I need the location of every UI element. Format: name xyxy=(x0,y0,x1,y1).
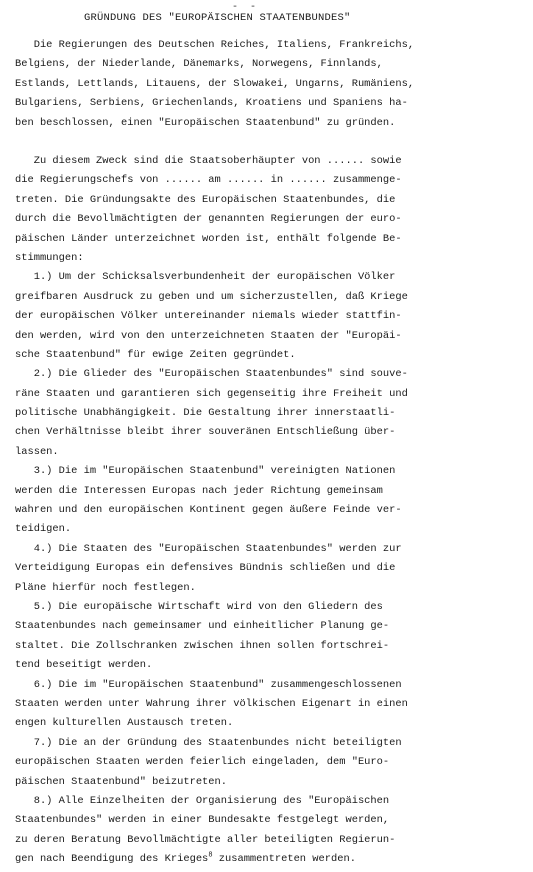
body-line: 4.) Die Staaten des "Europäischen Staatenbundes" werden zur xyxy=(15,542,402,555)
body-line: europäischen Staaten werden feierlich eingeladen, dem "Euro- xyxy=(15,756,390,769)
body-line: 8.) Alle Einzelheiten der Organisierung des "Europäischen xyxy=(15,794,390,807)
intro-paragraph xyxy=(15,36,525,133)
intro-line: Belgiens, der Niederlande, Dänemarks, Norwegens, Finnlands, xyxy=(15,58,383,71)
body-line: zu deren Beratung Bevollmächtigte aller beteiligten Regierun- xyxy=(15,833,396,846)
statutes-body xyxy=(15,152,525,869)
body-line: 2.) Die Glieder des "Europäischen Staatenbundes" sind souve- xyxy=(15,368,408,381)
body-line: Staaten werden unter Wahrung ihrer völkischen Eigenart in einen xyxy=(15,697,408,710)
body-line: treten. Die Gründungsakte des Europäischen Staatenbundes, die xyxy=(15,193,396,206)
body-line: 1.) Um der Schicksalsverbundenheit der europäischen Völker xyxy=(15,271,396,284)
body-line: päischen Staatenbund" beizutreten. xyxy=(15,775,228,788)
intro-line: ben beschlossen, einen "Europäischen Staatenbund" zu gründen. xyxy=(15,116,396,129)
body-line: durch die Bevollmächtigten der genannten Regierungen der euro- xyxy=(15,213,402,226)
body-line: 7.) Die an der Gründung des Staatenbundes nicht beteiligten xyxy=(15,736,402,749)
body-line: teidigen. xyxy=(15,523,72,536)
body-line-last xyxy=(15,850,525,869)
body-line: lassen. xyxy=(15,445,59,458)
body-line: die Regierungschefs von ...... am ...... in ...... zusammenge- xyxy=(15,174,402,187)
body-line: den werden, wird von den unterzeichneten Staaten der "Europäi- xyxy=(15,329,402,342)
intro-line: Estlands, Lettlands, Litauens, der Slowakei, Ungarns, Rumäniens, xyxy=(15,77,415,90)
body-line: Verteidigung Europas ein defensives Bündnis schließen und die xyxy=(15,562,396,575)
body-line: 5.) Die europäische Wirtschaft wird von den Gliedern des xyxy=(15,600,383,613)
body-line: Staatenbundes nach gemeinsamer und einheitlicher Planung ge- xyxy=(15,620,390,633)
body-line: räne Staaten und garantieren sich gegenseitig ihre Freiheit und xyxy=(15,387,408,400)
body-line: Pläne hierfür noch festlegen. xyxy=(15,581,196,594)
page-top-mark: - - xyxy=(232,2,260,13)
body-line: politische Unabhängigkeit. Die Gestaltung ihrer innerstaatli- xyxy=(15,407,396,420)
last-line-text: gen nach Beendigung des Krieges xyxy=(15,853,209,866)
body-line: staltet. Die Zollschranken zwischen ihnen sollen fortschrei- xyxy=(15,639,390,652)
intro-line: Die Regierungen des Deutschen Reiches, Italiens, Frankreichs, xyxy=(15,39,415,51)
body-line: Zu diesem Zweck sind die Staatsoberhäupter von ...... sowie xyxy=(15,155,402,167)
body-line: sche Staatenbund" für ewige Zeiten gegründet. xyxy=(15,348,296,361)
body-line: greifbaren Ausdruck zu geben und um sicherzustellen, daß Kriege xyxy=(15,290,408,303)
last-line-end: zusammentreten werden. xyxy=(212,853,356,866)
intro-line: Bulgariens, Serbiens, Griechenlands, Kroatiens und Spaniens ha- xyxy=(15,97,408,110)
document-title: GRÜNDUNG DES "EUROPÄISCHEN STAATENBUNDES" xyxy=(84,12,351,24)
body-line: 6.) Die im "Europäischen Staatenbund" zusammengeschlossenen xyxy=(15,678,402,691)
body-line: der europäischen Völker untereinander niemals wieder stattfin- xyxy=(15,310,402,323)
body-line: werden die Interessen Europas nach jeder Richtung gemeinsam xyxy=(15,484,383,497)
body-line: stimmungen: xyxy=(15,251,84,264)
body-line: 3.) Die im "Europäischen Staatenbund" vereinigten Nationen xyxy=(15,465,396,478)
body-line: tend beseitigt werden. xyxy=(15,659,153,672)
body-line: päischen Länder unterzeichnet worden ist, enthält folgende Be- xyxy=(15,232,402,245)
footnote-marker: 8 xyxy=(208,851,213,860)
body-line: engen kulturellen Austausch treten. xyxy=(15,717,234,730)
body-line: wahren und den europäischen Kontinent gegen äußere Feinde ver- xyxy=(15,504,402,517)
body-line: chen Verhältnisse bleibt ihrer souveränen Entschließung über- xyxy=(15,426,396,439)
body-line: Staatenbundes" werden in einer Bundesakte festgelegt werden, xyxy=(15,814,390,827)
